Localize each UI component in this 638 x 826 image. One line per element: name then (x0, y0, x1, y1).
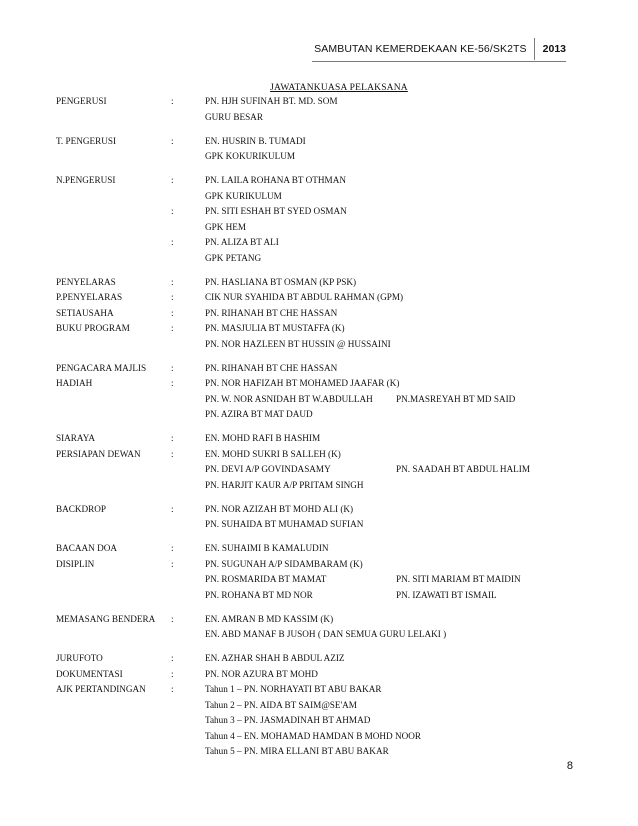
section-title-wrap (0, 77, 638, 95)
committee-row (0, 502, 638, 518)
row-spacer (0, 266, 638, 275)
colon-separator: : (171, 135, 174, 146)
member-name: PN. DEVI A/P GOVINDASAMY (205, 464, 331, 474)
member-name: Tahun 1 – PN. NORHAYATI BT ABU BAKAR (205, 684, 382, 694)
committee-row (0, 682, 638, 698)
member-name: PN. SUGUNAH A/P SIDAMBARAM (K) (205, 558, 363, 569)
role-label: PENGACARA MAJLIS (56, 362, 147, 373)
role-label: HADIAH (56, 378, 93, 388)
role-label: BACAAN DOA (56, 543, 117, 553)
committee-row (0, 517, 638, 533)
role-label: JURUFOTO (56, 653, 103, 663)
member-name-secondary: PN.MASREYAH BT MD SAID (396, 393, 516, 404)
committee-row (0, 667, 638, 683)
colon-separator: : (171, 175, 174, 185)
committee-row (0, 744, 638, 760)
committee-row (0, 572, 638, 588)
role-label: T. PENGERUSI (56, 135, 117, 146)
role-label: PENGERUSI (56, 96, 107, 106)
row-spacer (0, 352, 638, 361)
committee-list (0, 94, 638, 760)
committee-row (0, 110, 638, 126)
member-name: PN. W. NOR ASNIDAH BT W.ABDULLAH (205, 393, 373, 404)
member-name: PN. ALIZA BT ALI (205, 237, 279, 247)
committee-row (0, 337, 638, 353)
colon-separator: : (171, 362, 174, 373)
member-name: PN. SUHAIDA BT MUHAMAD SUFIAN (205, 519, 364, 529)
role-label: MEMASANG BENDERA (56, 613, 156, 624)
member-name: CIK NUR SYAHIDA BT ABDUL RAHMAN (GPM) (205, 292, 404, 302)
role-label: P.PENYELARAS (56, 292, 123, 302)
member-name: GPK KOKURIKULUM (205, 151, 296, 161)
colon-separator: : (171, 543, 174, 553)
member-name: GPK PETANG (205, 252, 262, 263)
member-name: PN. NOR AZIZAH BT MOHD ALI (K) (205, 503, 354, 514)
member-name: GPK KURIKULUM (205, 190, 282, 201)
committee-row (0, 698, 638, 714)
member-name: PN. NOR AZURA BT MOHD (205, 668, 318, 679)
member-name: PN. NOR HAZLEEN BT HUSSIN @ HUSSAINI (205, 338, 391, 349)
colon-separator: : (171, 433, 174, 443)
page-header (314, 38, 566, 60)
member-name-secondary: PN. SAADAH BT ABDUL HALIM (396, 464, 530, 474)
member-name-secondary: PN. IZAWATI BT ISMAIL (396, 589, 497, 600)
committee-row (0, 588, 638, 604)
committee-row (0, 431, 638, 447)
member-name: Tahun 4 – EN. MOHAMAD HAMDAN B MOHD NOOR (205, 730, 422, 741)
header-title: SAMBUTAN KEMERDEKAAN KE-56/SK2TS (314, 43, 527, 55)
colon-separator: : (171, 653, 174, 663)
committee-row (0, 235, 638, 251)
member-name: EN. MOHD RAFI B HASHIM (205, 433, 321, 443)
committee-row (0, 447, 638, 463)
member-name: PN. ROSMARIDA BT MAMAT (205, 574, 327, 584)
committee-row (0, 407, 638, 423)
committee-row (0, 713, 638, 729)
committee-row (0, 204, 638, 220)
committee-row (0, 612, 638, 628)
committee-row (0, 173, 638, 189)
row-spacer (0, 125, 638, 134)
header-year: 2013 (534, 38, 566, 60)
member-name: PN. RIHANAH BT CHE HASSAN (205, 307, 338, 318)
member-name: EN. MOHD SUKRI B SALLEH (K) (205, 448, 341, 459)
member-name: PN. SITI ESHAH BT SYED OSMAN (205, 206, 347, 216)
member-name: EN. SUHAIMI B KAMALUDIN (205, 543, 329, 553)
committee-row (0, 290, 638, 306)
committee-row (0, 557, 638, 573)
committee-row (0, 376, 638, 392)
member-name: PN. NOR HAFIZAH BT MOHAMED JAAFAR (K) (205, 378, 400, 388)
role-label: BACKDROP (56, 503, 107, 514)
committee-row (0, 729, 638, 745)
committee-row (0, 478, 638, 494)
member-name: PN. MASJULIA BT MUSTAFFA (K) (205, 323, 345, 333)
committee-row (0, 541, 638, 557)
role-label: DISIPLIN (56, 558, 95, 569)
member-name: GURU BESAR (205, 111, 263, 122)
colon-separator: : (171, 448, 174, 459)
member-name: PN. RIHANAH BT CHE HASSAN (205, 362, 338, 373)
committee-row (0, 392, 638, 408)
role-label: BUKU PROGRAM (56, 323, 130, 333)
role-label: DOKUMENTASI (56, 668, 123, 679)
row-spacer (0, 423, 638, 432)
committee-row (0, 627, 638, 643)
member-name: PN. LAILA ROHANA BT OTHMAN (205, 175, 346, 185)
row-spacer (0, 533, 638, 542)
committee-row (0, 94, 638, 110)
member-name: PN. HASLIANA BT OSMAN (KP PSK) (205, 276, 357, 287)
committee-row (0, 321, 638, 337)
colon-separator: : (171, 684, 174, 694)
member-name: Tahun 3 – PN. JASMADINAH BT AHMAD (205, 715, 371, 725)
member-name: GPK HEM (205, 221, 247, 232)
member-name: PN. HJH SUFINAH BT. MD. SOM (205, 96, 338, 106)
member-name: EN. ABD MANAF B JUSOH ( DAN SEMUA GURU LELAKI ) (205, 629, 447, 639)
role-label: SETIAUSAHA (56, 307, 114, 318)
committee-row (0, 275, 638, 291)
colon-separator: : (171, 613, 174, 624)
member-name: PN. AZIRA BT MAT DAUD (205, 409, 313, 419)
colon-separator: : (171, 503, 174, 514)
committee-row (0, 462, 638, 478)
role-label: N.PENGERUSI (56, 175, 116, 185)
committee-row (0, 149, 638, 165)
role-label: PENYELARAS (56, 276, 116, 287)
role-label: AJK PERTANDINGAN (56, 684, 146, 694)
colon-separator: : (171, 668, 174, 679)
colon-separator: : (171, 276, 174, 287)
role-label: SIARAYA (56, 433, 95, 443)
colon-separator: : (171, 378, 174, 388)
role-label: PERSIAPAN DEWAN (56, 448, 141, 459)
row-spacer (0, 165, 638, 174)
member-name: EN. AZHAR SHAH B ABDUL AZIZ (205, 653, 345, 663)
colon-separator: : (171, 292, 174, 302)
header-rule (312, 61, 566, 62)
section-title: JAWATANKUASA PELAKSANA (270, 83, 408, 93)
committee-row (0, 189, 638, 205)
row-spacer (0, 603, 638, 612)
member-name: PN. ROHANA BT MD NOR (205, 589, 313, 600)
committee-row (0, 361, 638, 377)
member-name: Tahun 2 – PN. AIDA BT SAIM@SE'AM (205, 699, 357, 710)
colon-separator: : (171, 96, 174, 106)
member-name: Tahun 5 – PN. MIRA ELLANI BT ABU BAKAR (205, 746, 389, 756)
committee-row (0, 651, 638, 667)
colon-separator: : (171, 237, 174, 247)
colon-separator: : (171, 558, 174, 569)
member-name: PN. HARJIT KAUR A/P PRITAM SINGH (205, 479, 364, 490)
page-number: 8 (566, 760, 573, 772)
committee-row (0, 251, 638, 267)
colon-separator: : (171, 307, 174, 318)
committee-row (0, 306, 638, 322)
row-spacer (0, 643, 638, 652)
member-name: EN. AMRAN B MD KASSIM (K) (205, 613, 334, 624)
colon-separator: : (171, 206, 174, 216)
committee-row (0, 134, 638, 150)
row-spacer (0, 493, 638, 502)
committee-row (0, 220, 638, 236)
member-name-secondary: PN. SITI MARIAM BT MAIDIN (396, 574, 521, 584)
member-name: EN. HUSRIN B. TUMADI (205, 135, 306, 146)
colon-separator: : (171, 323, 174, 333)
